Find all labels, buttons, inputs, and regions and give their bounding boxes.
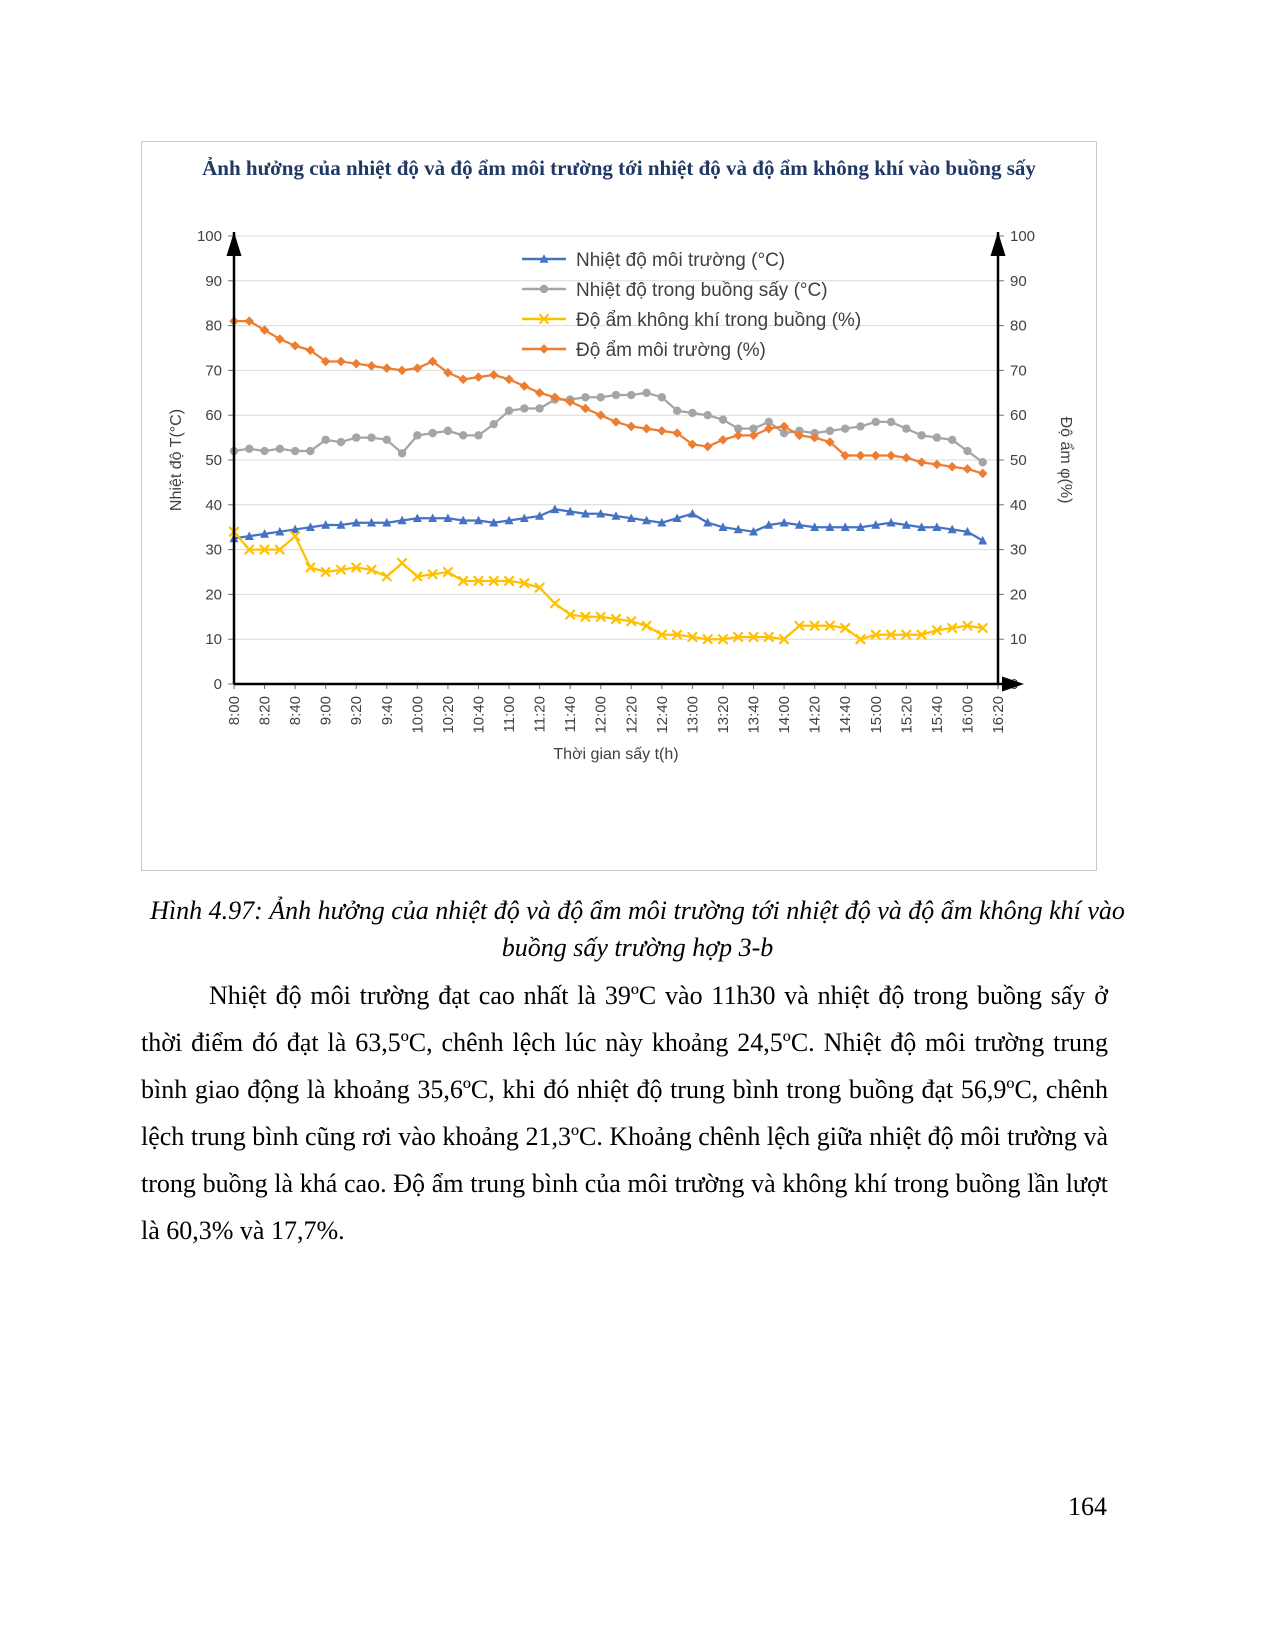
y-axis-right-tick-label: 60 (1010, 407, 1027, 425)
y-axis-left-tick-label: 20 (205, 586, 222, 604)
y-axis-left-tick-label: 50 (205, 452, 222, 469)
x-axis-title: Thời gian sấy t(h) (553, 746, 679, 763)
y-axis-left-tick-label: 80 (205, 317, 222, 335)
x-axis-tick-label: 8:40 (287, 696, 305, 726)
x-axis-tick-label: 11:20 (531, 696, 549, 733)
legend-label-1: Nhiệt độ trong buồng sấy (°C) (576, 280, 828, 301)
body-paragraph: Nhiệt độ môi trường đạt cao nhất là 39ºC vào 11h30 và nhiệt độ trong buồng sấy ở thời điểm đó đạt là 63,5ºC, chênh lệch lúc này khoảng 24,5ºC. Nhiệt độ môi trường trung bình giao động là khoảng 35,6ºC, khi đó nhiệt độ trung bình trong buồng đạt 56,9ºC, chênh lệch trung bình cũng rơi vào khoảng 21,3ºC. Khoảng chênh lệch giữa nhiệt độ môi trường và trong buồng là khá cao. Độ ẩm trung bình của môi trường và không khí trong buồng lần lượt là 60,3% và 17,7%. (141, 981, 1108, 1245)
y-axis-right-title: Độ ẩm φ(%) (1057, 416, 1074, 504)
series-line-0 (234, 509, 983, 540)
legend-label-2: Độ ẩm không khí trong buồng (%) (576, 310, 862, 331)
y-axis-left-tick-label: 30 (205, 541, 222, 559)
x-axis-tick-label: 14:20 (806, 696, 824, 734)
x-axis-tick-label: 12:40 (653, 696, 671, 734)
x-axis-tick-label: 8:00 (226, 696, 243, 726)
page-number: 164 (1068, 1492, 1107, 1521)
y-axis-right-tick-label: 10 (1010, 631, 1027, 649)
x-axis-tick-label: 16:00 (959, 696, 977, 734)
x-axis-tick-label: 15:20 (898, 696, 916, 734)
y-axis-left-tick-label: 0 (213, 676, 222, 693)
y-axis-right-tick-label: 20 (1010, 586, 1027, 604)
y-axis-left-tick-label: 100 (196, 228, 222, 245)
x-axis-tick-label: 11:00 (501, 696, 519, 733)
x-axis-tick-label: 12:20 (623, 696, 641, 734)
y-axis-right-tick-label: 80 (1010, 317, 1027, 335)
y-axis-left-tick-label: 40 (205, 496, 222, 514)
y-axis-left-tick-label: 10 (205, 631, 222, 649)
series-line-2 (234, 532, 983, 640)
y-axis-left-tick-label: 70 (205, 362, 222, 380)
y-axis-right-tick-label: 30 (1010, 541, 1027, 559)
x-axis-tick-label: 10:40 (470, 696, 488, 734)
y-axis-right-tick-label: 40 (1010, 496, 1027, 514)
figure-caption: Hình 4.97: Ảnh hưởng của nhiệt độ và độ ẩm môi trường tới nhiệt độ và độ ẩm không khí vào buồng sấy trường hợp 3-b (150, 896, 1125, 962)
y-axis-right-tick-label: 100 (1010, 228, 1036, 245)
series-line-1 (234, 393, 983, 462)
y-axis-right-tick-label: 90 (1010, 272, 1027, 290)
x-axis-tick-label: 10:00 (409, 696, 427, 734)
x-axis-tick-label: 13:00 (684, 696, 702, 734)
chart-figure (141, 141, 1097, 871)
y-axis-left-tick-label: 60 (205, 407, 222, 425)
y-axis-left-tick-label: 90 (205, 272, 222, 290)
x-axis-tick-label: 16:20 (990, 696, 1007, 734)
x-axis-tick-label: 15:00 (867, 696, 885, 734)
legend-label-3: Độ ẩm môi trường (%) (576, 340, 766, 361)
x-axis-tick-label: 8:20 (256, 696, 274, 726)
x-axis-tick-label: 10:20 (439, 696, 457, 734)
x-axis-tick-label: 12:00 (592, 696, 610, 734)
chart-title: Ảnh hưởng của nhiệt độ và độ ẩm môi trường tới nhiệt độ và độ ẩm không khí vào buồng sấy (202, 156, 1036, 180)
x-axis-tick-label: 15:40 (928, 696, 946, 734)
x-axis-tick-label: 13:40 (745, 696, 763, 734)
x-axis-tick-label: 9:00 (317, 696, 335, 726)
y-axis-right-tick-label: 50 (1010, 452, 1027, 469)
x-axis-tick-label: 14:00 (776, 696, 794, 734)
y-axis-right-tick-label: 70 (1010, 362, 1027, 380)
legend-label-0: Nhiệt độ môi trường (°C) (576, 250, 786, 271)
x-axis-tick-label: 13:20 (714, 696, 732, 734)
x-axis-tick-label: 9:20 (348, 696, 366, 726)
chart-canvas (142, 142, 1096, 870)
x-axis-tick-label: 14:40 (837, 696, 855, 734)
y-axis-left-title: Nhiệt độ T(°C) (168, 408, 185, 512)
x-axis-tick-label: 9:40 (378, 696, 396, 726)
x-axis-tick-label: 11:40 (562, 696, 580, 733)
